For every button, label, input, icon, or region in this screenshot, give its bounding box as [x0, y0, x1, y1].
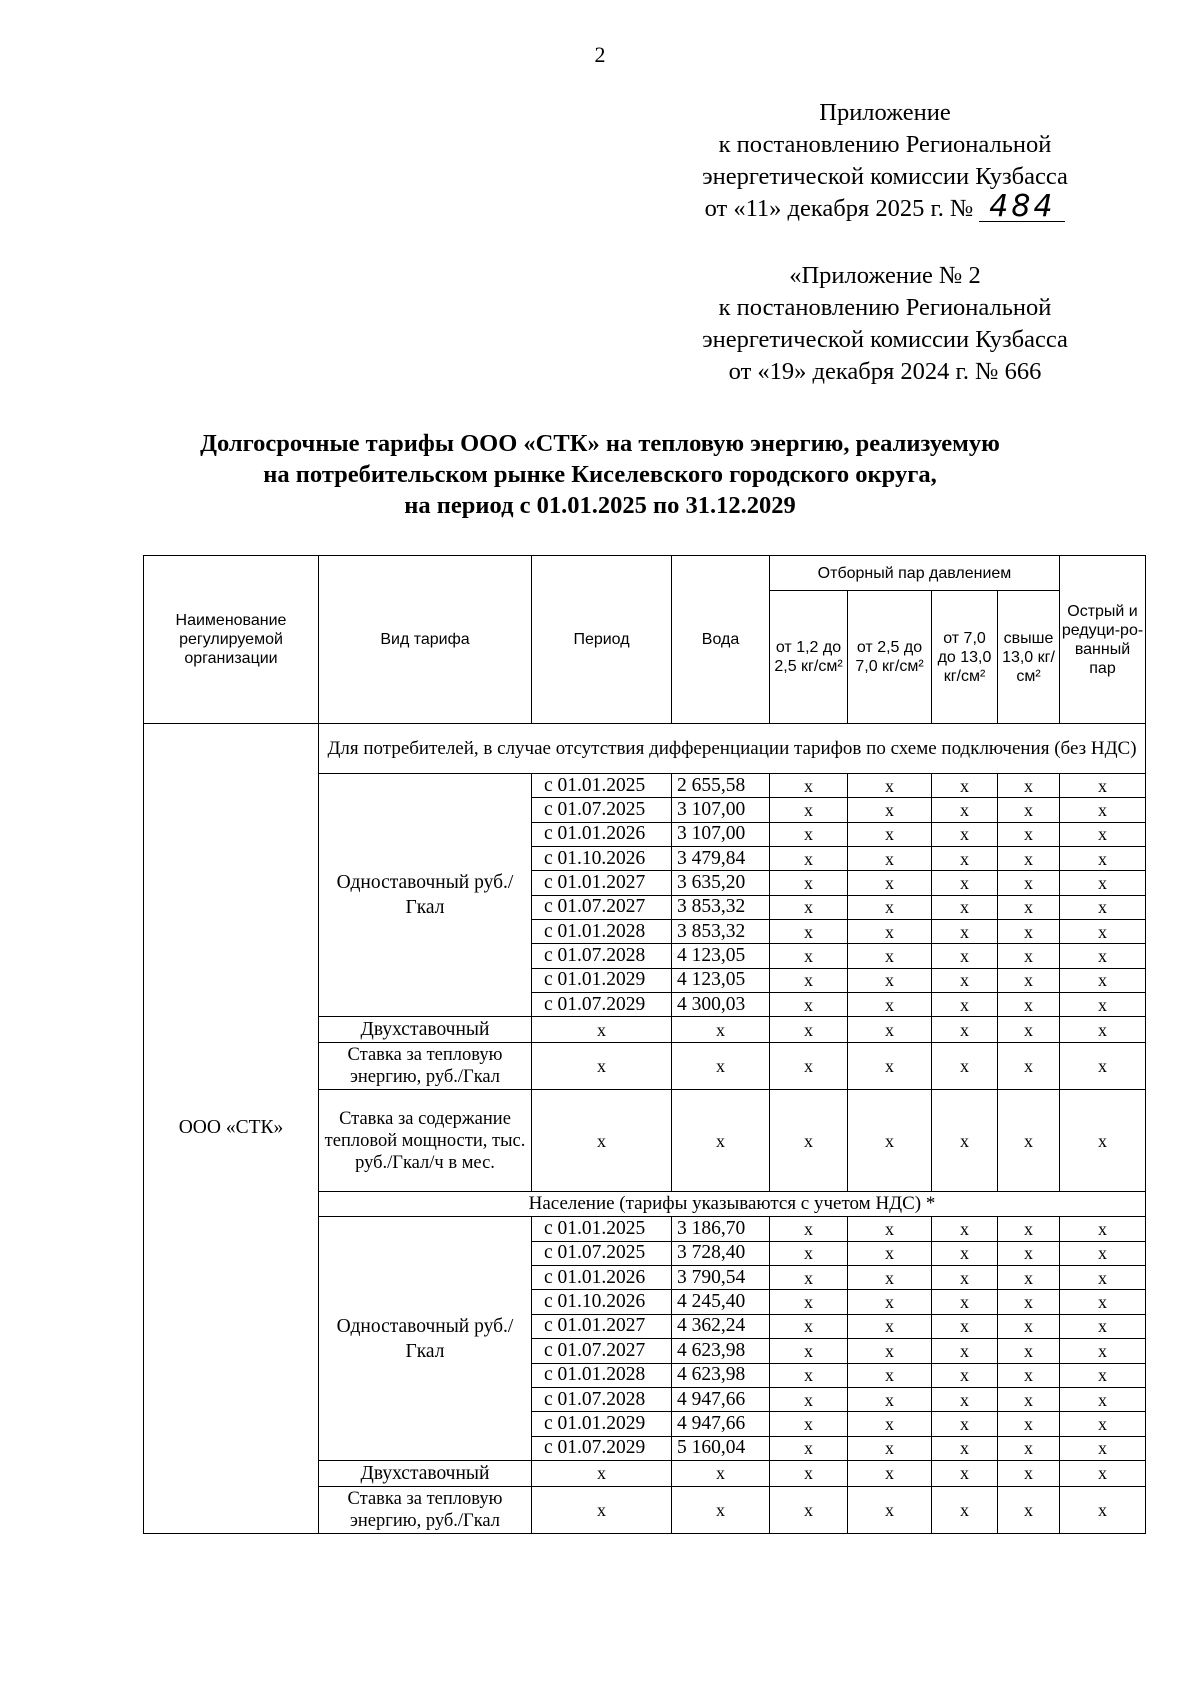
not-applicable-mark: x	[998, 1241, 1060, 1265]
not-applicable-mark: x	[1060, 968, 1146, 992]
not-applicable-mark: x	[770, 993, 848, 1017]
period-cell: с 01.01.2029	[532, 968, 672, 992]
not-applicable-mark: x	[770, 1266, 848, 1290]
not-applicable-mark: x	[932, 822, 998, 846]
not-applicable-mark: x	[848, 920, 932, 944]
header-tariff-type: Вид тарифа	[319, 556, 532, 724]
not-applicable-mark: x	[998, 1017, 1060, 1043]
not-applicable-mark: x	[1060, 1339, 1146, 1363]
period-cell: с 01.07.2028	[532, 944, 672, 968]
not-applicable-mark: x	[932, 1314, 998, 1338]
not-applicable-mark: x	[1060, 1460, 1146, 1486]
not-applicable-mark: x	[770, 1460, 848, 1486]
period-cell: с 01.01.2028	[532, 1363, 672, 1387]
not-applicable-mark: x	[1060, 895, 1146, 919]
header-pressure-4: свыше 13,0 кг/см²	[998, 591, 1060, 724]
not-applicable-mark: x	[848, 895, 932, 919]
not-applicable-mark: x	[932, 1266, 998, 1290]
tariff-type-heat-rate: Ставка за тепловую энергию, руб./Гкал	[319, 1486, 532, 1533]
not-applicable-mark: x	[1060, 1043, 1146, 1090]
not-applicable-mark: x	[1060, 920, 1146, 944]
not-applicable-mark: x	[848, 1436, 932, 1460]
water-tariff-value: 3 107,00	[672, 798, 770, 822]
not-applicable-mark: x	[770, 1387, 848, 1411]
tariff-type-single-rate: Одноставочный руб./Гкал	[319, 1217, 532, 1460]
page-number: 2	[594, 42, 606, 67]
not-applicable-mark: x	[932, 1090, 998, 1192]
period-cell: с 01.01.2026	[532, 822, 672, 846]
not-applicable-mark: x	[1060, 1017, 1146, 1043]
not-applicable-mark: x	[848, 871, 932, 895]
not-applicable-mark: x	[932, 798, 998, 822]
header-row	[144, 556, 1146, 591]
org-name: ООО «СТК»	[144, 724, 319, 1534]
not-applicable-mark: x	[998, 1486, 1060, 1533]
not-applicable-mark: x	[998, 774, 1060, 798]
period-cell: с 01.07.2027	[532, 1339, 672, 1363]
not-applicable-mark: x	[932, 993, 998, 1017]
water-tariff-value: 2 655,58	[672, 774, 770, 798]
not-applicable-mark: x	[1060, 993, 1146, 1017]
not-applicable-mark: x	[672, 1043, 770, 1090]
appendix-line: «Приложение № 2	[789, 262, 981, 289]
not-applicable-mark: x	[998, 822, 1060, 846]
not-applicable-mark: x	[848, 944, 932, 968]
not-applicable-mark: x	[998, 1436, 1060, 1460]
period-cell: с 01.01.2029	[532, 1412, 672, 1436]
tariff-table-body	[144, 556, 1146, 1534]
not-applicable-mark: x	[932, 1017, 998, 1043]
tariff-type-single-rate: Одноставочный руб./Гкал	[319, 774, 532, 1017]
header-pressure-1: от 1,2 до 2,5 кг/см²	[770, 591, 848, 724]
not-applicable-mark: x	[1060, 1436, 1146, 1460]
not-applicable-mark: x	[848, 822, 932, 846]
not-applicable-mark: x	[932, 920, 998, 944]
not-applicable-mark: x	[770, 1363, 848, 1387]
not-applicable-mark: x	[998, 871, 1060, 895]
not-applicable-mark: x	[998, 1290, 1060, 1314]
not-applicable-mark: x	[770, 895, 848, 919]
not-applicable-mark: x	[848, 1217, 932, 1241]
not-applicable-mark: x	[532, 1090, 672, 1192]
water-tariff-value: 4 300,03	[672, 993, 770, 1017]
not-applicable-mark: x	[770, 1290, 848, 1314]
not-applicable-mark: x	[1060, 1387, 1146, 1411]
not-applicable-mark: x	[998, 1363, 1060, 1387]
not-applicable-mark: x	[770, 1314, 848, 1338]
not-applicable-mark: x	[998, 1460, 1060, 1486]
title-line: Долгосрочные тарифы ООО «СТК» на тепловую энергию, реализуемую	[200, 430, 1000, 457]
not-applicable-mark: x	[998, 1412, 1060, 1436]
appendix-date-text: от «11» декабря 2025 г. №	[704, 195, 974, 222]
not-applicable-mark: x	[998, 944, 1060, 968]
not-applicable-mark: x	[998, 993, 1060, 1017]
period-cell: с 01.01.2025	[532, 774, 672, 798]
period-cell: с 01.07.2028	[532, 1387, 672, 1411]
not-applicable-mark: x	[848, 1314, 932, 1338]
appendix-line: энергетической комиссии Кузбасса	[702, 326, 1068, 353]
not-applicable-mark: x	[848, 1363, 932, 1387]
not-applicable-mark: x	[672, 1017, 770, 1043]
water-tariff-value: 4 947,66	[672, 1387, 770, 1411]
not-applicable-mark: x	[770, 944, 848, 968]
not-applicable-mark: x	[1060, 774, 1146, 798]
not-applicable-mark: x	[932, 895, 998, 919]
appendix-line: к постановлению Региональной	[718, 131, 1052, 158]
not-applicable-mark: x	[848, 798, 932, 822]
appendix-line: энергетической комиссии Кузбасса	[702, 163, 1068, 190]
period-cell: с 01.01.2025	[532, 1217, 672, 1241]
header-period: Период	[532, 556, 672, 724]
water-tariff-value: 4 245,40	[672, 1290, 770, 1314]
not-applicable-mark: x	[848, 1043, 932, 1090]
appendix-2-header	[640, 260, 1130, 388]
not-applicable-mark: x	[770, 847, 848, 871]
not-applicable-mark: x	[848, 1339, 932, 1363]
not-applicable-mark: x	[932, 1363, 998, 1387]
not-applicable-mark: x	[672, 1486, 770, 1533]
not-applicable-mark: x	[848, 847, 932, 871]
not-applicable-mark: x	[1060, 1090, 1146, 1192]
not-applicable-mark: x	[932, 944, 998, 968]
section-title: Для потребителей, в случае отсутствия дифференциации тарифов по схеме подключения (без НДС)	[319, 724, 1146, 774]
not-applicable-mark: x	[848, 1412, 932, 1436]
period-cell: с 01.01.2026	[532, 1266, 672, 1290]
header-sharp-steam: Острый и редуци-ро-ванный пар	[1060, 556, 1146, 724]
appendix-line: Приложение	[819, 99, 951, 126]
table-row	[144, 724, 1146, 774]
not-applicable-mark: x	[1060, 1314, 1146, 1338]
water-tariff-value: 3 107,00	[672, 822, 770, 846]
tariff-type-two-rate: Двухставочный	[319, 1460, 532, 1486]
water-tariff-value: 5 160,04	[672, 1436, 770, 1460]
not-applicable-mark: x	[932, 1460, 998, 1486]
not-applicable-mark: x	[672, 1460, 770, 1486]
not-applicable-mark: x	[770, 1090, 848, 1192]
not-applicable-mark: x	[932, 774, 998, 798]
not-applicable-mark: x	[932, 1043, 998, 1090]
not-applicable-mark: x	[932, 1436, 998, 1460]
water-tariff-value: 4 623,98	[672, 1363, 770, 1387]
not-applicable-mark: x	[848, 993, 932, 1017]
header-water: Вода	[672, 556, 770, 724]
appendix-date-line	[640, 189, 1130, 225]
water-tariff-value: 4 362,24	[672, 1314, 770, 1338]
not-applicable-mark: x	[998, 798, 1060, 822]
not-applicable-mark: x	[848, 1387, 932, 1411]
not-applicable-mark: x	[770, 1436, 848, 1460]
not-applicable-mark: x	[1060, 1217, 1146, 1241]
not-applicable-mark: x	[932, 1387, 998, 1411]
period-cell: с 01.01.2027	[532, 871, 672, 895]
not-applicable-mark: x	[1060, 871, 1146, 895]
not-applicable-mark: x	[770, 1241, 848, 1265]
period-cell: с 01.07.2025	[532, 1241, 672, 1265]
not-applicable-mark: x	[532, 1460, 672, 1486]
not-applicable-mark: x	[532, 1043, 672, 1090]
not-applicable-mark: x	[932, 1486, 998, 1533]
not-applicable-mark: x	[932, 1339, 998, 1363]
not-applicable-mark: x	[848, 1017, 932, 1043]
not-applicable-mark: x	[770, 871, 848, 895]
not-applicable-mark: x	[1060, 1266, 1146, 1290]
header-steam-group: Отборный пар давлением	[770, 556, 1060, 591]
not-applicable-mark: x	[998, 1217, 1060, 1241]
period-cell: с 01.07.2029	[532, 1436, 672, 1460]
not-applicable-mark: x	[770, 1017, 848, 1043]
not-applicable-mark: x	[932, 1290, 998, 1314]
not-applicable-mark: x	[848, 968, 932, 992]
not-applicable-mark: x	[1060, 1363, 1146, 1387]
tariff-type-heat-rate: Ставка за тепловую энергию, руб./Гкал	[319, 1043, 532, 1090]
not-applicable-mark: x	[998, 1314, 1060, 1338]
handwritten-number: 484	[979, 193, 1065, 222]
water-tariff-value: 4 947,66	[672, 1412, 770, 1436]
water-tariff-value: 3 853,32	[672, 895, 770, 919]
not-applicable-mark: x	[998, 1339, 1060, 1363]
not-applicable-mark: x	[1060, 847, 1146, 871]
period-cell: с 01.10.2026	[532, 1290, 672, 1314]
not-applicable-mark: x	[848, 1266, 932, 1290]
period-cell: с 01.01.2027	[532, 1314, 672, 1338]
not-applicable-mark: x	[672, 1090, 770, 1192]
header-pressure-2: от 2,5 до 7,0 кг/см²	[848, 591, 932, 724]
not-applicable-mark: x	[1060, 798, 1146, 822]
tariff-type-capacity-rate: Ставка за содержание тепловой мощности, тыс. руб./Гкал/ч в мес.	[319, 1090, 532, 1192]
not-applicable-mark: x	[998, 1387, 1060, 1411]
not-applicable-mark: x	[848, 1290, 932, 1314]
water-tariff-value: 3 853,32	[672, 920, 770, 944]
not-applicable-mark: x	[932, 1241, 998, 1265]
not-applicable-mark: x	[1060, 1412, 1146, 1436]
not-applicable-mark: x	[770, 774, 848, 798]
not-applicable-mark: x	[770, 798, 848, 822]
water-tariff-value: 3 479,84	[672, 847, 770, 871]
not-applicable-mark: x	[998, 968, 1060, 992]
period-cell: с 01.07.2027	[532, 895, 672, 919]
not-applicable-mark: x	[932, 968, 998, 992]
not-applicable-mark: x	[770, 968, 848, 992]
not-applicable-mark: x	[998, 895, 1060, 919]
tariff-type-two-rate: Двухставочный	[319, 1017, 532, 1043]
not-applicable-mark: x	[770, 1486, 848, 1533]
section-title: Население (тарифы указываются с учетом НДС) *	[319, 1192, 1146, 1217]
appendix-line: к постановлению Региональной	[718, 294, 1052, 321]
title-line: на период с 01.01.2025 по 31.12.2029	[404, 492, 796, 519]
not-applicable-mark: x	[770, 822, 848, 846]
not-applicable-mark: x	[532, 1017, 672, 1043]
not-applicable-mark: x	[932, 847, 998, 871]
water-tariff-value: 3 635,20	[672, 871, 770, 895]
not-applicable-mark: x	[848, 1090, 932, 1192]
document-title	[0, 428, 1200, 521]
water-tariff-value: 4 623,98	[672, 1339, 770, 1363]
not-applicable-mark: x	[848, 1241, 932, 1265]
not-applicable-mark: x	[1060, 1290, 1146, 1314]
water-tariff-value: 4 123,05	[672, 968, 770, 992]
not-applicable-mark: x	[848, 1460, 932, 1486]
appendix-header	[640, 97, 1130, 225]
not-applicable-mark: x	[848, 774, 932, 798]
not-applicable-mark: x	[770, 1412, 848, 1436]
not-applicable-mark: x	[770, 920, 848, 944]
not-applicable-mark: x	[770, 1217, 848, 1241]
period-cell: с 01.10.2026	[532, 847, 672, 871]
not-applicable-mark: x	[532, 1486, 672, 1533]
appendix-line: от «19» декабря 2024 г. № 666	[728, 358, 1042, 385]
period-cell: с 01.01.2028	[532, 920, 672, 944]
water-tariff-value: 3 186,70	[672, 1217, 770, 1241]
not-applicable-mark: x	[998, 920, 1060, 944]
not-applicable-mark: x	[1060, 944, 1146, 968]
not-applicable-mark: x	[998, 1090, 1060, 1192]
not-applicable-mark: x	[1060, 822, 1146, 846]
not-applicable-mark: x	[932, 871, 998, 895]
header-pressure-3: от 7,0 до 13,0 кг/см²	[932, 591, 998, 724]
not-applicable-mark: x	[1060, 1241, 1146, 1265]
water-tariff-value: 4 123,05	[672, 944, 770, 968]
not-applicable-mark: x	[998, 847, 1060, 871]
not-applicable-mark: x	[770, 1339, 848, 1363]
not-applicable-mark: x	[932, 1412, 998, 1436]
period-cell: с 01.07.2029	[532, 993, 672, 1017]
not-applicable-mark: x	[998, 1043, 1060, 1090]
not-applicable-mark: x	[770, 1043, 848, 1090]
water-tariff-value: 3 728,40	[672, 1241, 770, 1265]
header-org: Наименование регулируемой организации	[144, 556, 319, 724]
water-tariff-value: 3 790,54	[672, 1266, 770, 1290]
not-applicable-mark: x	[1060, 1486, 1146, 1533]
not-applicable-mark: x	[848, 1486, 932, 1533]
not-applicable-mark: x	[932, 1217, 998, 1241]
title-line: на потребительском рынке Киселевского городского округа,	[263, 461, 937, 488]
tariff-table	[143, 555, 1146, 1534]
not-applicable-mark: x	[998, 1266, 1060, 1290]
period-cell: с 01.07.2025	[532, 798, 672, 822]
